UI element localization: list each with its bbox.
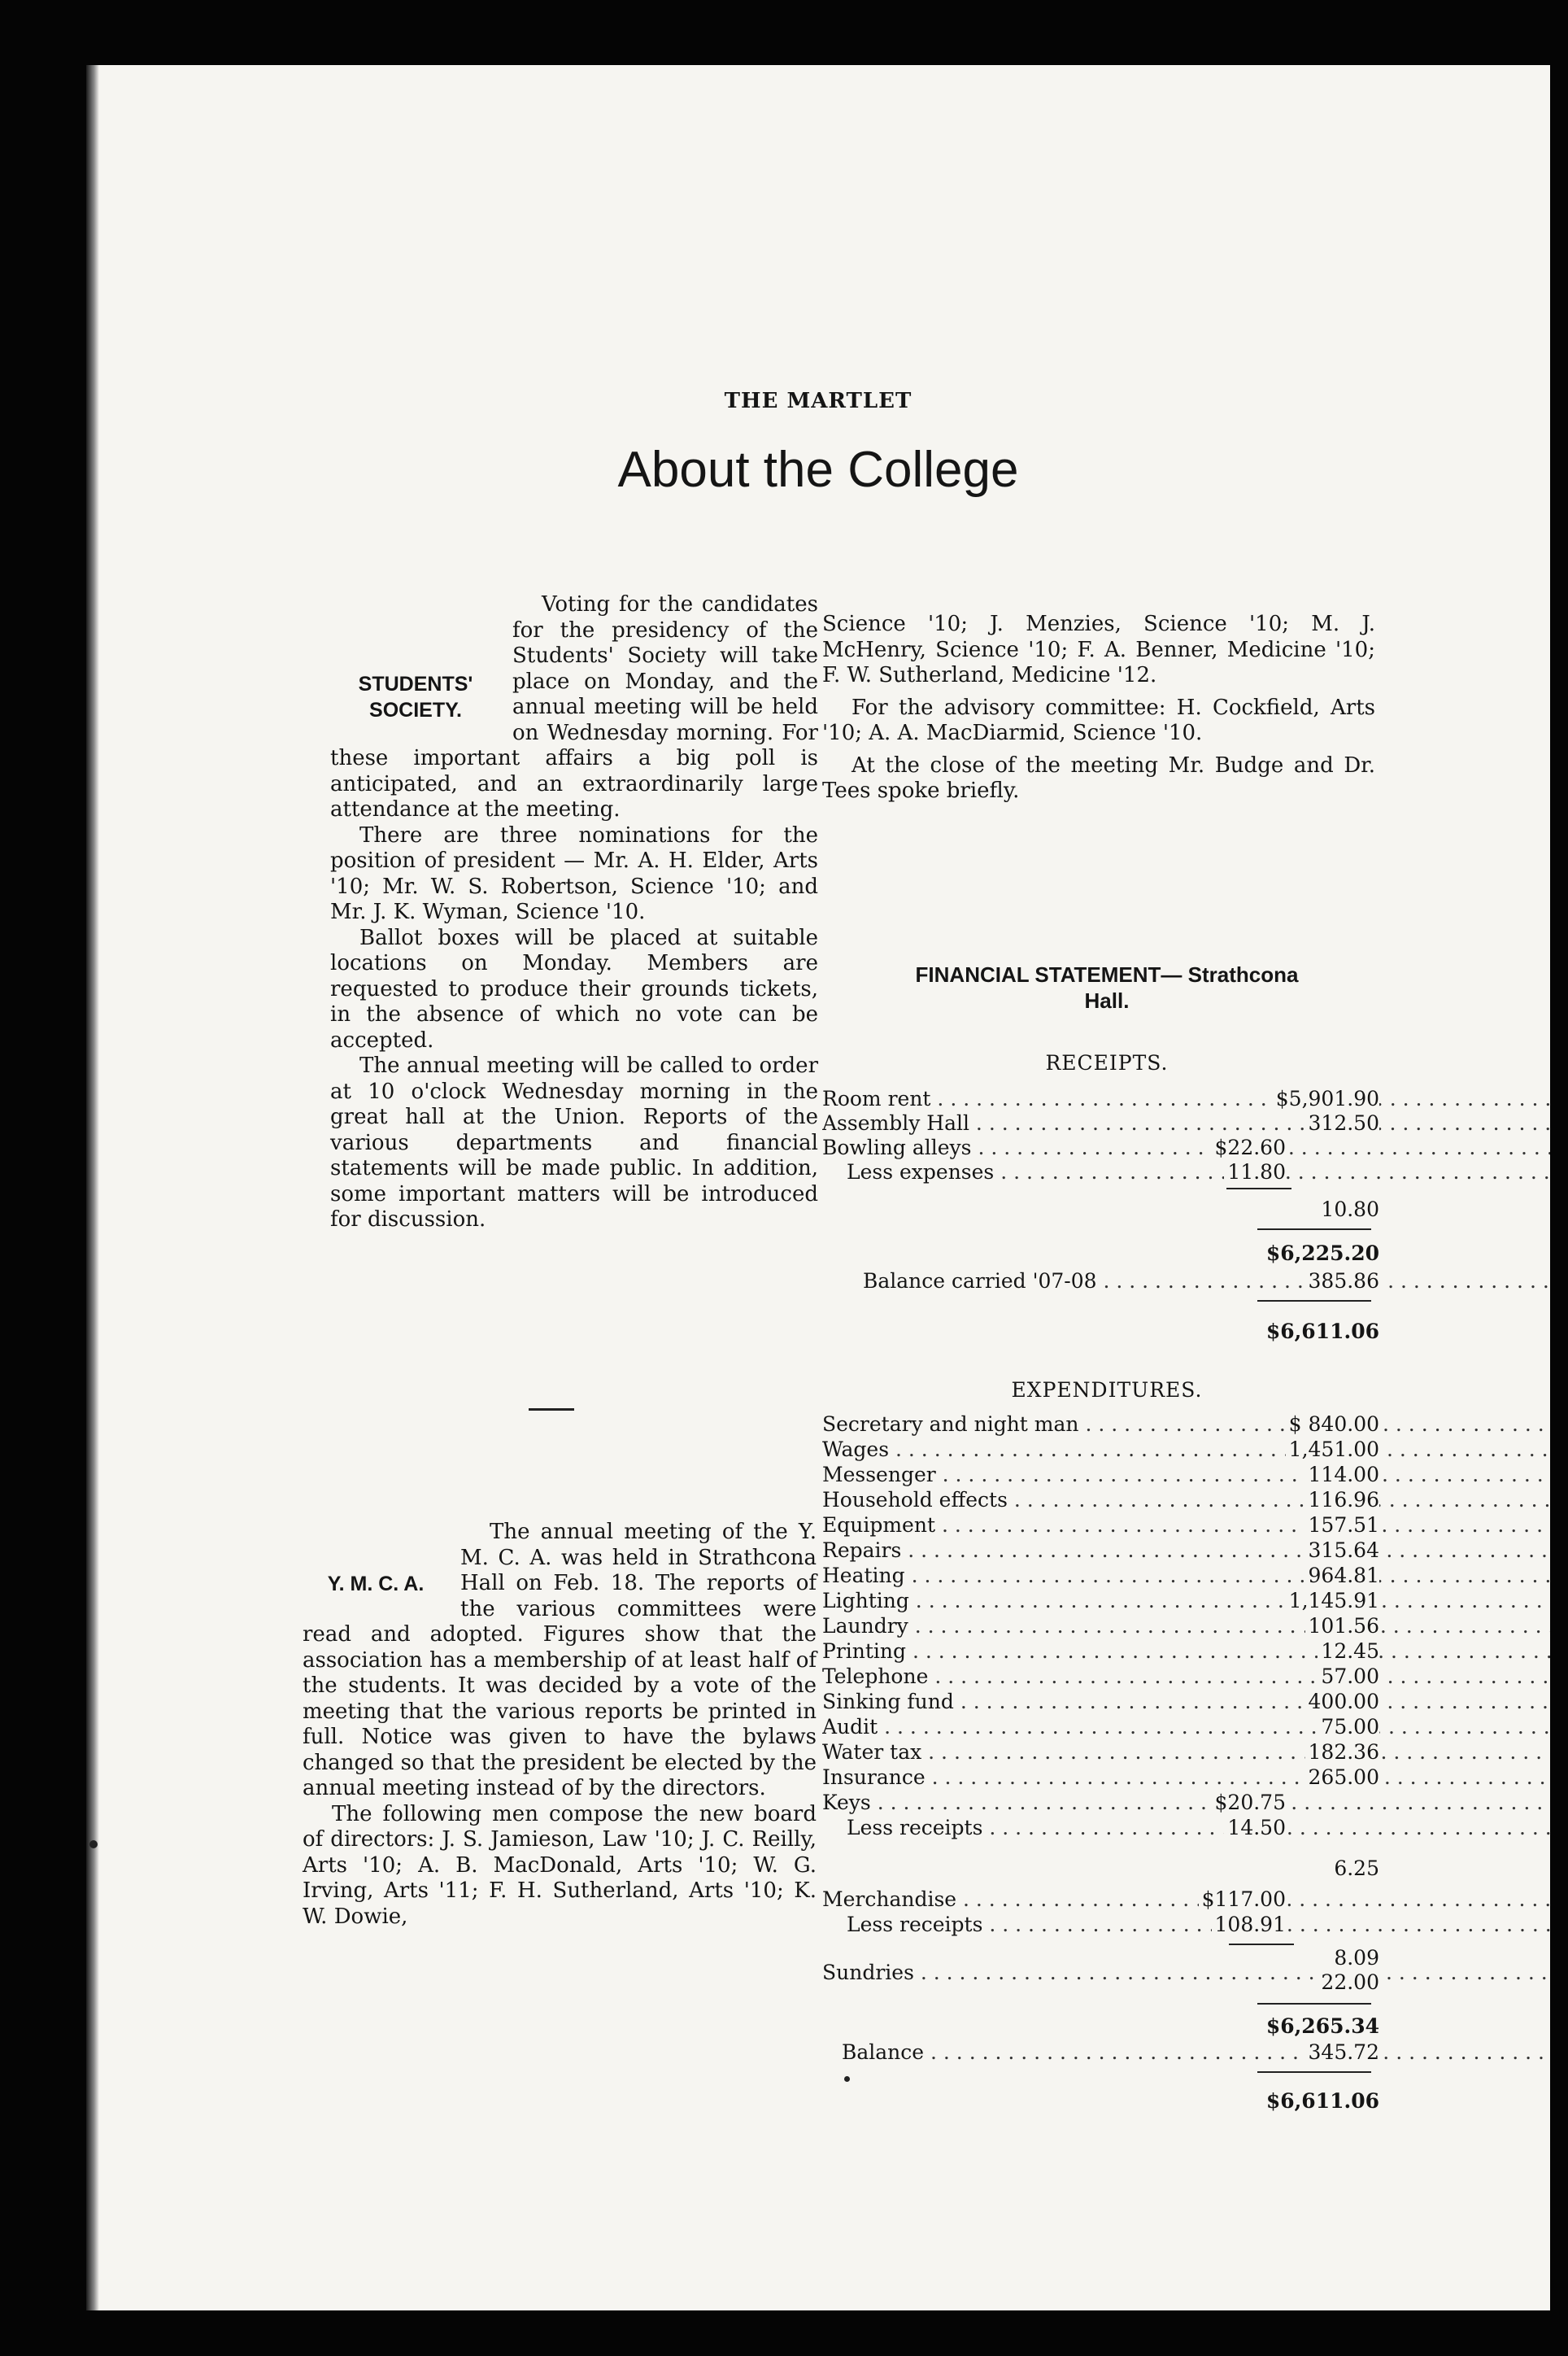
financial-title-line-2: Hall. — [1084, 988, 1130, 1013]
receipts-row-amount: 10.80 — [1318, 1198, 1379, 1222]
expenditures-row-amount: 182.36 — [1305, 1740, 1379, 1765]
expenditures-row-label: Laundry . . . — [822, 1614, 1550, 1638]
expenditures-row — [822, 1614, 1379, 1638]
expenditures-row — [822, 1715, 1379, 1739]
expenditures-row-subamount: 14.50 — [1224, 1816, 1286, 1840]
students-society-para-1: Voting for the candidates for the presidency of the Students' Society will take place on Monday, and the annual meeting will be held on Wednesday morning. For these important affairs a big poll is anticipated, and an extraordinarily large attendance at the meeting. — [330, 592, 818, 822]
expenditures-row-label: Messenger . . . — [822, 1463, 1550, 1487]
expenditures-row — [822, 1791, 1379, 1815]
expenditures-row-label: Balance . . . — [842, 2040, 1550, 2065]
expenditures-row-amount: 114.00 — [1305, 1463, 1379, 1487]
expenditures-row-subamount: 108.91 — [1212, 1913, 1286, 1937]
scan-speck — [844, 2076, 850, 2082]
students-society-heading — [330, 672, 501, 723]
expenditures-row — [822, 1589, 1379, 1613]
merchandise-sub-rule — [1229, 1944, 1294, 1945]
expenditures-row-label: Secretary and night man . . . — [822, 1412, 1550, 1437]
expenditures-row — [822, 1564, 1379, 1588]
expenditures-row — [822, 1664, 1379, 1689]
receipts-row-amount: 385.86 — [1305, 1269, 1379, 1294]
expenditures-row-label: Repairs . . . — [822, 1538, 1550, 1563]
expenditures-row-label: Telephone . . . — [822, 1664, 1550, 1689]
expenditures-row-subamount: $117.00 — [1199, 1887, 1286, 1912]
expenditures-heading: EXPENDITURES. — [1011, 1378, 1203, 1402]
expenditures-row-amount: 75.00 — [1318, 1715, 1379, 1739]
right-para-2: For the advisory committee: H. Cockfield, Arts '10; A. A. MacDiarmid, Science '10. — [822, 695, 1375, 745]
ymca-article — [303, 1520, 817, 1930]
expenditures-row — [822, 1488, 1379, 1512]
expenditures-row-label: Wages . . . — [822, 1438, 1550, 1462]
receipts-row — [822, 1111, 1379, 1136]
expenditures-row-amount: 8.09 — [1331, 1946, 1379, 1970]
scan-speck — [89, 1840, 98, 1848]
students-society-para-2: There are three nominations for the position of president — Mr. A. H. Elder, Arts '10; Mr. W. S. Robertson, Science '10; and Mr. J. K. Wyman, Science '10. — [330, 822, 818, 924]
expenditures-row-amount: 345.72 — [1305, 2040, 1379, 2065]
expenditures-row-label: Insurance . . . — [822, 1765, 1550, 1790]
expenditures-row-amount: 400.00 — [1305, 1690, 1379, 1714]
running-head: THE MARTLET — [724, 389, 912, 413]
expenditures-row — [822, 1438, 1379, 1462]
expenditures-row-amount: 6.25 — [1331, 1856, 1379, 1881]
expenditures-row — [822, 2040, 1379, 2065]
right-para-1: Science '10; J. Menzies, Science '10; M. J. McHenry, Science '10; F. A. Benner, Medicine '10; F. W. Sutherland, Medicine '12. — [822, 612, 1375, 687]
expenditures-row-amount: 101.56 — [1305, 1614, 1379, 1638]
scanned-page — [86, 65, 1550, 2310]
receipts-row-label: Balance carried '07-08 . . . — [863, 1269, 1550, 1294]
expenditures-row — [822, 1970, 1379, 1995]
students-society-article — [330, 592, 818, 1233]
right-para-3: At the close of the meeting Mr. Budge and Dr. Tees spoke briefly. — [822, 753, 1375, 803]
receipts-total: $6,611.06 — [1263, 1320, 1379, 1344]
receipts-row-label: Room rent . . . — [822, 1087, 1550, 1111]
expenditures-row — [822, 1690, 1379, 1714]
students-society-heading-line-1: STUDENTS' — [358, 673, 473, 696]
expenditures-row-amount: 964.81 — [1305, 1564, 1379, 1588]
receipts-row-label: Bowling alleys . . . — [822, 1136, 1550, 1160]
expenditures-row — [822, 1463, 1379, 1487]
expenditures-row-label: Printing . . . — [822, 1639, 1550, 1664]
receipts-subtotal-row — [822, 1241, 1379, 1266]
expenditures-row-subamount: $20.75 — [1212, 1791, 1286, 1815]
expenditures-subtotal-row — [822, 2014, 1379, 2039]
expenditures-row-amount: 157.51 — [1305, 1513, 1379, 1538]
receipts-heading: RECEIPTS. — [1045, 1051, 1169, 1075]
expenditures-row-label: Merchandise . . . — [822, 1887, 1550, 1912]
expenditures-total-row — [822, 2089, 1379, 2114]
ymca-heading: Y. M. C. A. — [327, 1573, 425, 1595]
expenditures-row-label: Equipment . . . — [822, 1513, 1550, 1538]
expenditures-row — [822, 1740, 1379, 1765]
expenditures-row-amount: $ 840.00 — [1286, 1412, 1379, 1437]
expenditures-total: $6,611.06 — [1263, 2089, 1379, 2114]
receipts-row — [822, 1198, 1379, 1222]
right-column-text — [822, 612, 1375, 805]
receipts-row-amount: 312.50 — [1305, 1111, 1379, 1136]
expenditures-row-amount: 315.64 — [1305, 1538, 1379, 1563]
expenditures-row — [822, 1913, 1379, 1937]
receipts-row — [822, 1087, 1379, 1111]
expenditures-total-rule — [1257, 2003, 1371, 2005]
expenditures-row-label: Lighting . . . — [822, 1589, 1550, 1613]
expenditures-row — [822, 1513, 1379, 1538]
expenditures-row-label: Audit . . . — [822, 1715, 1550, 1739]
expenditures-row — [822, 1538, 1379, 1563]
expenditures-subtotal: $6,265.34 — [1263, 2014, 1379, 2039]
expenditures-row-amount: 1,451.00 — [1286, 1438, 1379, 1462]
expenditures-row — [822, 1887, 1379, 1912]
financial-title-line-1: FINANCIAL STATEMENT— Strathcona — [915, 962, 1299, 987]
students-society-heading-line-2: SOCIETY. — [369, 698, 462, 722]
expenditures-row-amount: 22.00 — [1318, 1970, 1379, 1995]
receipts-row — [822, 1269, 1379, 1294]
expenditures-row — [822, 1765, 1379, 1790]
expenditures-row-label: Less receipts . . . — [847, 1913, 1550, 1937]
expenditures-row-label: Household effects . . . — [822, 1488, 1550, 1512]
expenditures-row-amount: 12.45 — [1318, 1639, 1379, 1664]
expenditures-row-amount: 1,145.91 — [1286, 1589, 1379, 1613]
expenditures-row — [822, 1639, 1379, 1664]
expenditures-row-label: Heating . . . — [822, 1564, 1550, 1588]
expenditures-row — [822, 1856, 1379, 1881]
expenditures-row-label: Sundries . . . — [822, 1961, 1550, 1985]
receipts-row-amount: $5,901.90 — [1273, 1087, 1379, 1111]
receipts-subtotal: $6,225.20 — [1263, 1241, 1379, 1266]
expenditures-row-label: Less receipts . . . — [847, 1816, 1550, 1840]
receipts-total-rule — [1257, 1228, 1371, 1230]
expenditures-row-label: Water tax . . . — [822, 1740, 1550, 1765]
expenditures-row-amount: 265.00 — [1305, 1765, 1379, 1790]
students-society-para-3: Ballot boxes will be placed at suitable locations on Monday. Members are requested to produce their grounds tickets, in the absence of which no vote can be accepted. — [330, 925, 818, 1053]
expenditures-row-label: Sinking fund . . . — [822, 1690, 1550, 1714]
expenditures-row — [822, 1816, 1379, 1840]
section-divider — [529, 1408, 574, 1411]
students-society-para-4: The annual meeting will be called to order at 10 o'clock Wednesday morning in the great hall at the Union. Reports of the various departments and financial statements will be made public. In addition, some important matters will be introduced for discussion. — [330, 1054, 818, 1232]
receipts-row — [822, 1160, 1379, 1185]
receipts-row-label: Less expenses . . . — [847, 1160, 1550, 1185]
receipts-row — [822, 1136, 1379, 1160]
expenditures-row — [822, 1412, 1379, 1437]
page-title: About the College — [617, 442, 1019, 498]
expenditures-row-label: Keys . . . — [822, 1791, 1543, 1815]
expenditures-grand-rule — [1257, 2071, 1371, 2073]
receipts-total-row — [822, 1320, 1379, 1344]
financial-statement-title — [822, 962, 1392, 1014]
expenditures-row-amount: 57.00 — [1318, 1664, 1379, 1689]
ymca-para-2: The following men compose the new board of directors: J. S. Jamieson, Law '10; J. C. Reilly, Arts '10; A. B. MacDonald, Arts '10; W. G. Irving, Arts '11; F. H. Sutherland, Arts '10; K. W. Dowie, — [303, 1801, 817, 1929]
expenditures-row-amount: 116.96 — [1305, 1488, 1379, 1512]
ymca-para-1: The annual meeting of the Y. M. C. A. was held in Strathcona Hall on Feb. 18. The reports of the various committees were read and adopted. Figures show that the association has a membership of at least half of the students. It was decided by a vote of the meeting that the various reports be printed in full. Notice was given to have the bylaws changed so that the president be elected by the annual meeting instead of by the directors. — [303, 1520, 817, 1800]
receipts-sub-rule — [1226, 1188, 1291, 1189]
receipts-row-subamount: 11.80 — [1224, 1160, 1286, 1185]
receipts-row-subamount: $22.60 — [1212, 1136, 1286, 1160]
receipts-row-label: Assembly Hall . . . — [822, 1111, 1550, 1136]
receipts-grand-rule — [1257, 1300, 1371, 1302]
